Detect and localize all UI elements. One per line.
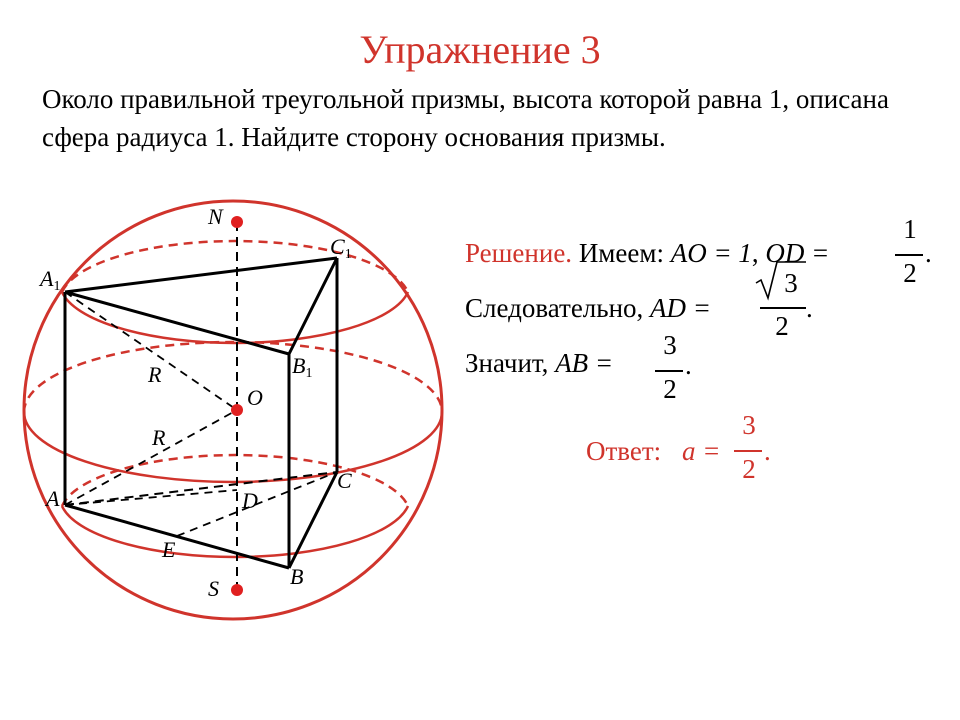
od-denominator: 2: [903, 258, 917, 288]
point-o: [231, 404, 243, 416]
label-s: S: [208, 576, 219, 601]
line3-text: Значит,: [465, 348, 549, 378]
ab-period: .: [685, 350, 692, 380]
edge-b1-c1: [289, 258, 337, 354]
edge-a1-b1: [65, 292, 289, 354]
label-a: A: [46, 486, 60, 511]
label-c1: $C_1$: [330, 234, 352, 262]
ad-numerator: 3: [784, 268, 798, 298]
answer-period: .: [764, 436, 771, 466]
equator-back: [24, 342, 442, 412]
edge-a1-c1: [65, 258, 337, 292]
label-b1: $B_1$: [292, 353, 313, 381]
edge-b-c: [289, 472, 337, 568]
edge-a-b: [65, 505, 289, 568]
label-r-lower: R: [152, 425, 166, 450]
od-fraction-bar: [895, 254, 923, 256]
label-e: E: [162, 537, 176, 562]
od-expression: OD =: [765, 238, 830, 268]
label-o: O: [247, 385, 263, 410]
label-a1: $A_1$: [40, 266, 61, 294]
line2-text: Следовательно,: [465, 293, 644, 323]
answer-fraction-bar: [734, 450, 762, 452]
ad-denominator: 2: [775, 311, 789, 341]
od-period: .: [925, 238, 932, 268]
segment-a1-o: [65, 292, 237, 410]
label-d: D: [242, 488, 258, 513]
ad-fraction-bar: [760, 307, 806, 309]
upper-circle-back: [62, 241, 408, 292]
ab-denominator: 2: [663, 374, 677, 404]
solution-line-1: Решение. Имеем: AO = 1, OD =: [465, 238, 830, 268]
line1-text: Имеем:: [578, 238, 664, 268]
od-numerator: 1: [903, 214, 917, 244]
ab-fraction-bar: [655, 370, 683, 372]
solution-line-3: [465, 348, 613, 379]
point-n: [231, 216, 243, 228]
solution-line-2: [465, 293, 711, 324]
label-b: B: [290, 564, 304, 589]
answer-label: Ответ:: [586, 436, 662, 466]
ao-expression: AO = 1: [670, 238, 752, 268]
segment-a-d: [65, 490, 237, 505]
label-c: C: [337, 468, 352, 493]
point-s: [231, 584, 243, 596]
solution-label: Решение.: [465, 238, 573, 268]
upper-circle-front: [62, 292, 408, 343]
segment-a-o: [65, 410, 237, 505]
ad-period: .: [806, 293, 813, 323]
label-n: N: [208, 204, 223, 229]
ab-expression: AB =: [555, 348, 614, 378]
answer-denominator: 2: [742, 454, 756, 484]
slide-title: Упражнение 3: [359, 27, 601, 72]
answer-numerator: 3: [742, 410, 756, 440]
answer-expression: a =: [681, 436, 721, 466]
ab-numerator: 3: [663, 330, 677, 360]
equator-front: [24, 412, 442, 482]
answer-line: [586, 436, 720, 467]
ad-expression: AD =: [650, 293, 712, 323]
label-r-upper: R: [148, 362, 162, 387]
problem-statement: Около правильной треугольной призмы, высота которой равна 1, описана сфера радиуса 1. Найдите сторону основания призмы.: [42, 84, 889, 152]
